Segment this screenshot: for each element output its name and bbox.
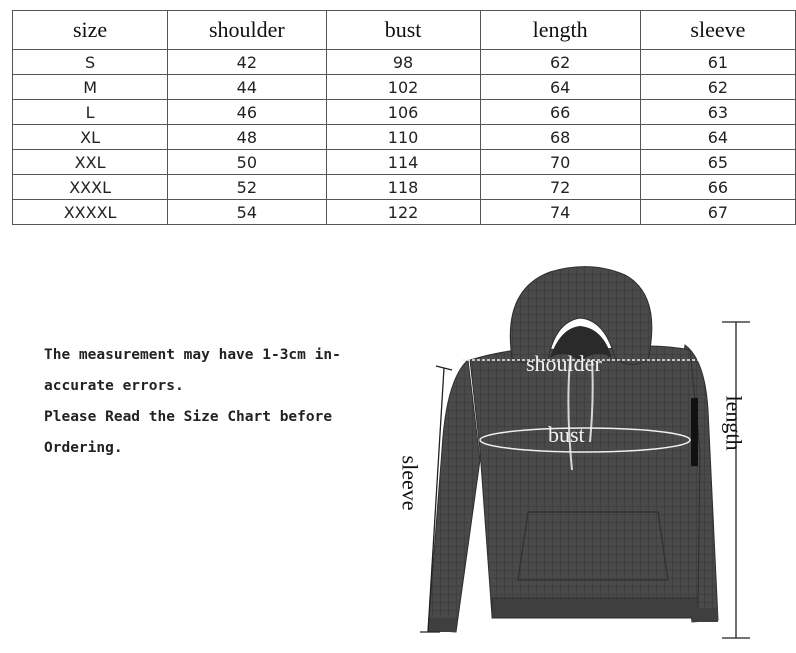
hoodie-measurement-figure (397, 250, 796, 653)
table-row (13, 175, 796, 200)
cell-size: L (13, 100, 168, 125)
cell-bust: 118 (326, 175, 480, 200)
cell-sleeve: 62 (640, 75, 795, 100)
hoodie-illustration (400, 250, 796, 653)
cell-shoulder: 44 (168, 75, 326, 100)
cell-bust: 122 (326, 200, 480, 225)
shoulder-label: shoulder (526, 351, 602, 376)
header-bust: bust (326, 11, 480, 50)
cell-size: S (13, 50, 168, 75)
sleeve-label: sleeve (397, 455, 423, 511)
cell-bust: 110 (326, 125, 480, 150)
header-size: size (13, 11, 168, 50)
table-row (13, 100, 796, 125)
cell-size: XXL (13, 150, 168, 175)
cell-length: 64 (480, 75, 640, 100)
cell-length: 62 (480, 50, 640, 75)
cell-length: 68 (480, 125, 640, 150)
table-row (13, 150, 796, 175)
cell-size: XL (13, 125, 168, 150)
cell-shoulder: 52 (168, 175, 326, 200)
table-row (13, 75, 796, 100)
cell-shoulder: 54 (168, 200, 326, 225)
header-shoulder: shoulder (168, 11, 326, 50)
cell-shoulder: 50 (168, 150, 326, 175)
table-row (13, 125, 796, 150)
cell-size: XXXL (13, 175, 168, 200)
cell-length: 66 (480, 100, 640, 125)
note-line: Please Read the Size Chart before (44, 409, 333, 425)
header-length: length (480, 11, 640, 50)
cell-sleeve: 66 (640, 175, 795, 200)
bust-label: bust (548, 422, 585, 447)
table-header-row (13, 11, 796, 50)
cell-bust: 106 (326, 100, 480, 125)
cell-shoulder: 46 (168, 100, 326, 125)
cell-size: XXXXL (13, 200, 168, 225)
cell-sleeve: 67 (640, 200, 795, 225)
cell-length: 74 (480, 200, 640, 225)
cell-length: 72 (480, 175, 640, 200)
size-chart-table (12, 10, 796, 225)
cell-sleeve: 61 (640, 50, 795, 75)
cell-sleeve: 63 (640, 100, 795, 125)
cell-sleeve: 65 (640, 150, 795, 175)
note-line: The measurement may have 1-3cm in- (44, 347, 341, 363)
table-row (13, 50, 796, 75)
cell-length: 70 (480, 150, 640, 175)
cell-shoulder: 42 (168, 50, 326, 75)
length-label: length (721, 395, 747, 451)
cell-bust: 98 (326, 50, 480, 75)
cell-bust: 102 (326, 75, 480, 100)
note-line: accurate errors. (44, 378, 184, 394)
hoodie-shape (428, 267, 718, 632)
header-sleeve: sleeve (640, 11, 795, 50)
measurement-note (44, 340, 384, 464)
table-row (13, 200, 796, 225)
note-line: Ordering. (44, 440, 123, 456)
cell-sleeve: 64 (640, 125, 795, 150)
cell-shoulder: 48 (168, 125, 326, 150)
cell-size: M (13, 75, 168, 100)
cell-bust: 114 (326, 150, 480, 175)
